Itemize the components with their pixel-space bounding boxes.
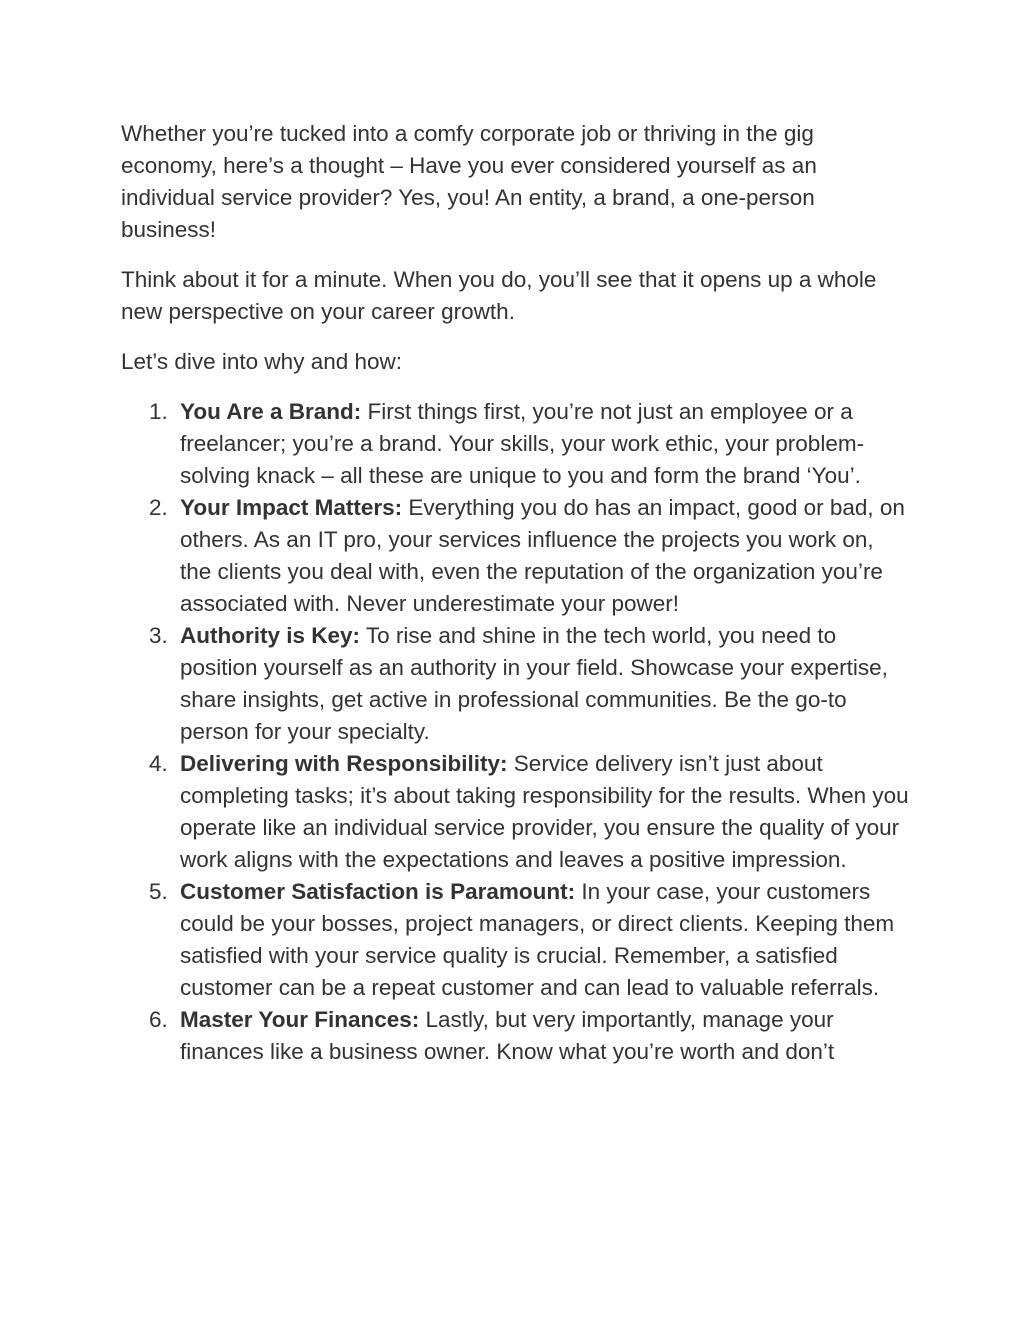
list-number: 6. <box>149 1007 168 1032</box>
list-item-authority <box>121 620 911 748</box>
list-item-finances <box>121 1004 911 1068</box>
intro-paragraph: Whether you’re tucked into a comfy corporate job or thriving in the gig economy, here’s a thought – Have you ever considered yourself as an individual service provider? Yes, you! An entity, a brand, a one-person business! <box>121 121 817 242</box>
list-item-heading: You Are a Brand: <box>180 399 362 424</box>
list-item-heading: Authority is Key: <box>180 623 361 648</box>
list-item-heading: Your Impact Matters: <box>180 495 403 520</box>
list-number: 4. <box>149 751 168 776</box>
list-item-text: Service delivery isn’t just about completing tasks; it’s about taking responsibility for the results. When you operate like an individual service provider, you ensure the quality of your work aligns with the expectations and leaves a positive impression. <box>180 751 909 872</box>
list-number: 5. <box>149 879 168 904</box>
document-page <box>121 118 911 1068</box>
list-item-impact <box>121 492 911 620</box>
list-item-text: In your case, your customers could be your bosses, project managers, or direct clients. Keeping them satisfied with your service quality is crucial. Remember, a satisfied customer can be a repeat customer and can lead to valuable referrals. <box>180 879 895 1000</box>
numbered-list <box>121 396 911 1068</box>
list-item-responsibility <box>121 748 911 876</box>
list-item-text: Lastly, but very importantly, manage your finances like a business owner. Know what you’re worth and don’t <box>180 1007 835 1064</box>
list-number: 2. <box>149 495 168 520</box>
list-item-heading: Delivering with Responsibility: <box>180 751 508 776</box>
lead-in-paragraph: Let’s dive into why and how: <box>121 349 403 374</box>
list-item-heading: Customer Satisfaction is Paramount: <box>180 879 576 904</box>
list-item-text: To rise and shine in the tech world, you need to position yourself as an authority in your field. Showcase your expertise, share insights, get active in professional communities. Be the go-to person for your specialty. <box>180 623 888 744</box>
list-number: 3. <box>149 623 168 648</box>
list-number: 1. <box>149 399 168 424</box>
list-item-text: First things first, you’re not just an employee or a freelancer; you’re a brand. Your skills, your work ethic, your problem-solving knack – all these are unique to you and form the brand ‘You’. <box>180 399 865 488</box>
perspective-paragraph: Think about it for a minute. When you do, you’ll see that it opens up a whole new perspective on your career growth. <box>121 267 877 324</box>
list-item-brand <box>121 396 911 492</box>
list-item-customer-satisfaction <box>121 876 911 1004</box>
list-item-text: Everything you do has an impact, good or bad, on others. As an IT pro, your services influence the projects you work on, the clients you deal with, even the reputation of the organization you’re associated with. Never underestimate your power! <box>180 495 905 616</box>
list-item-heading: Master Your Finances: <box>180 1007 420 1032</box>
